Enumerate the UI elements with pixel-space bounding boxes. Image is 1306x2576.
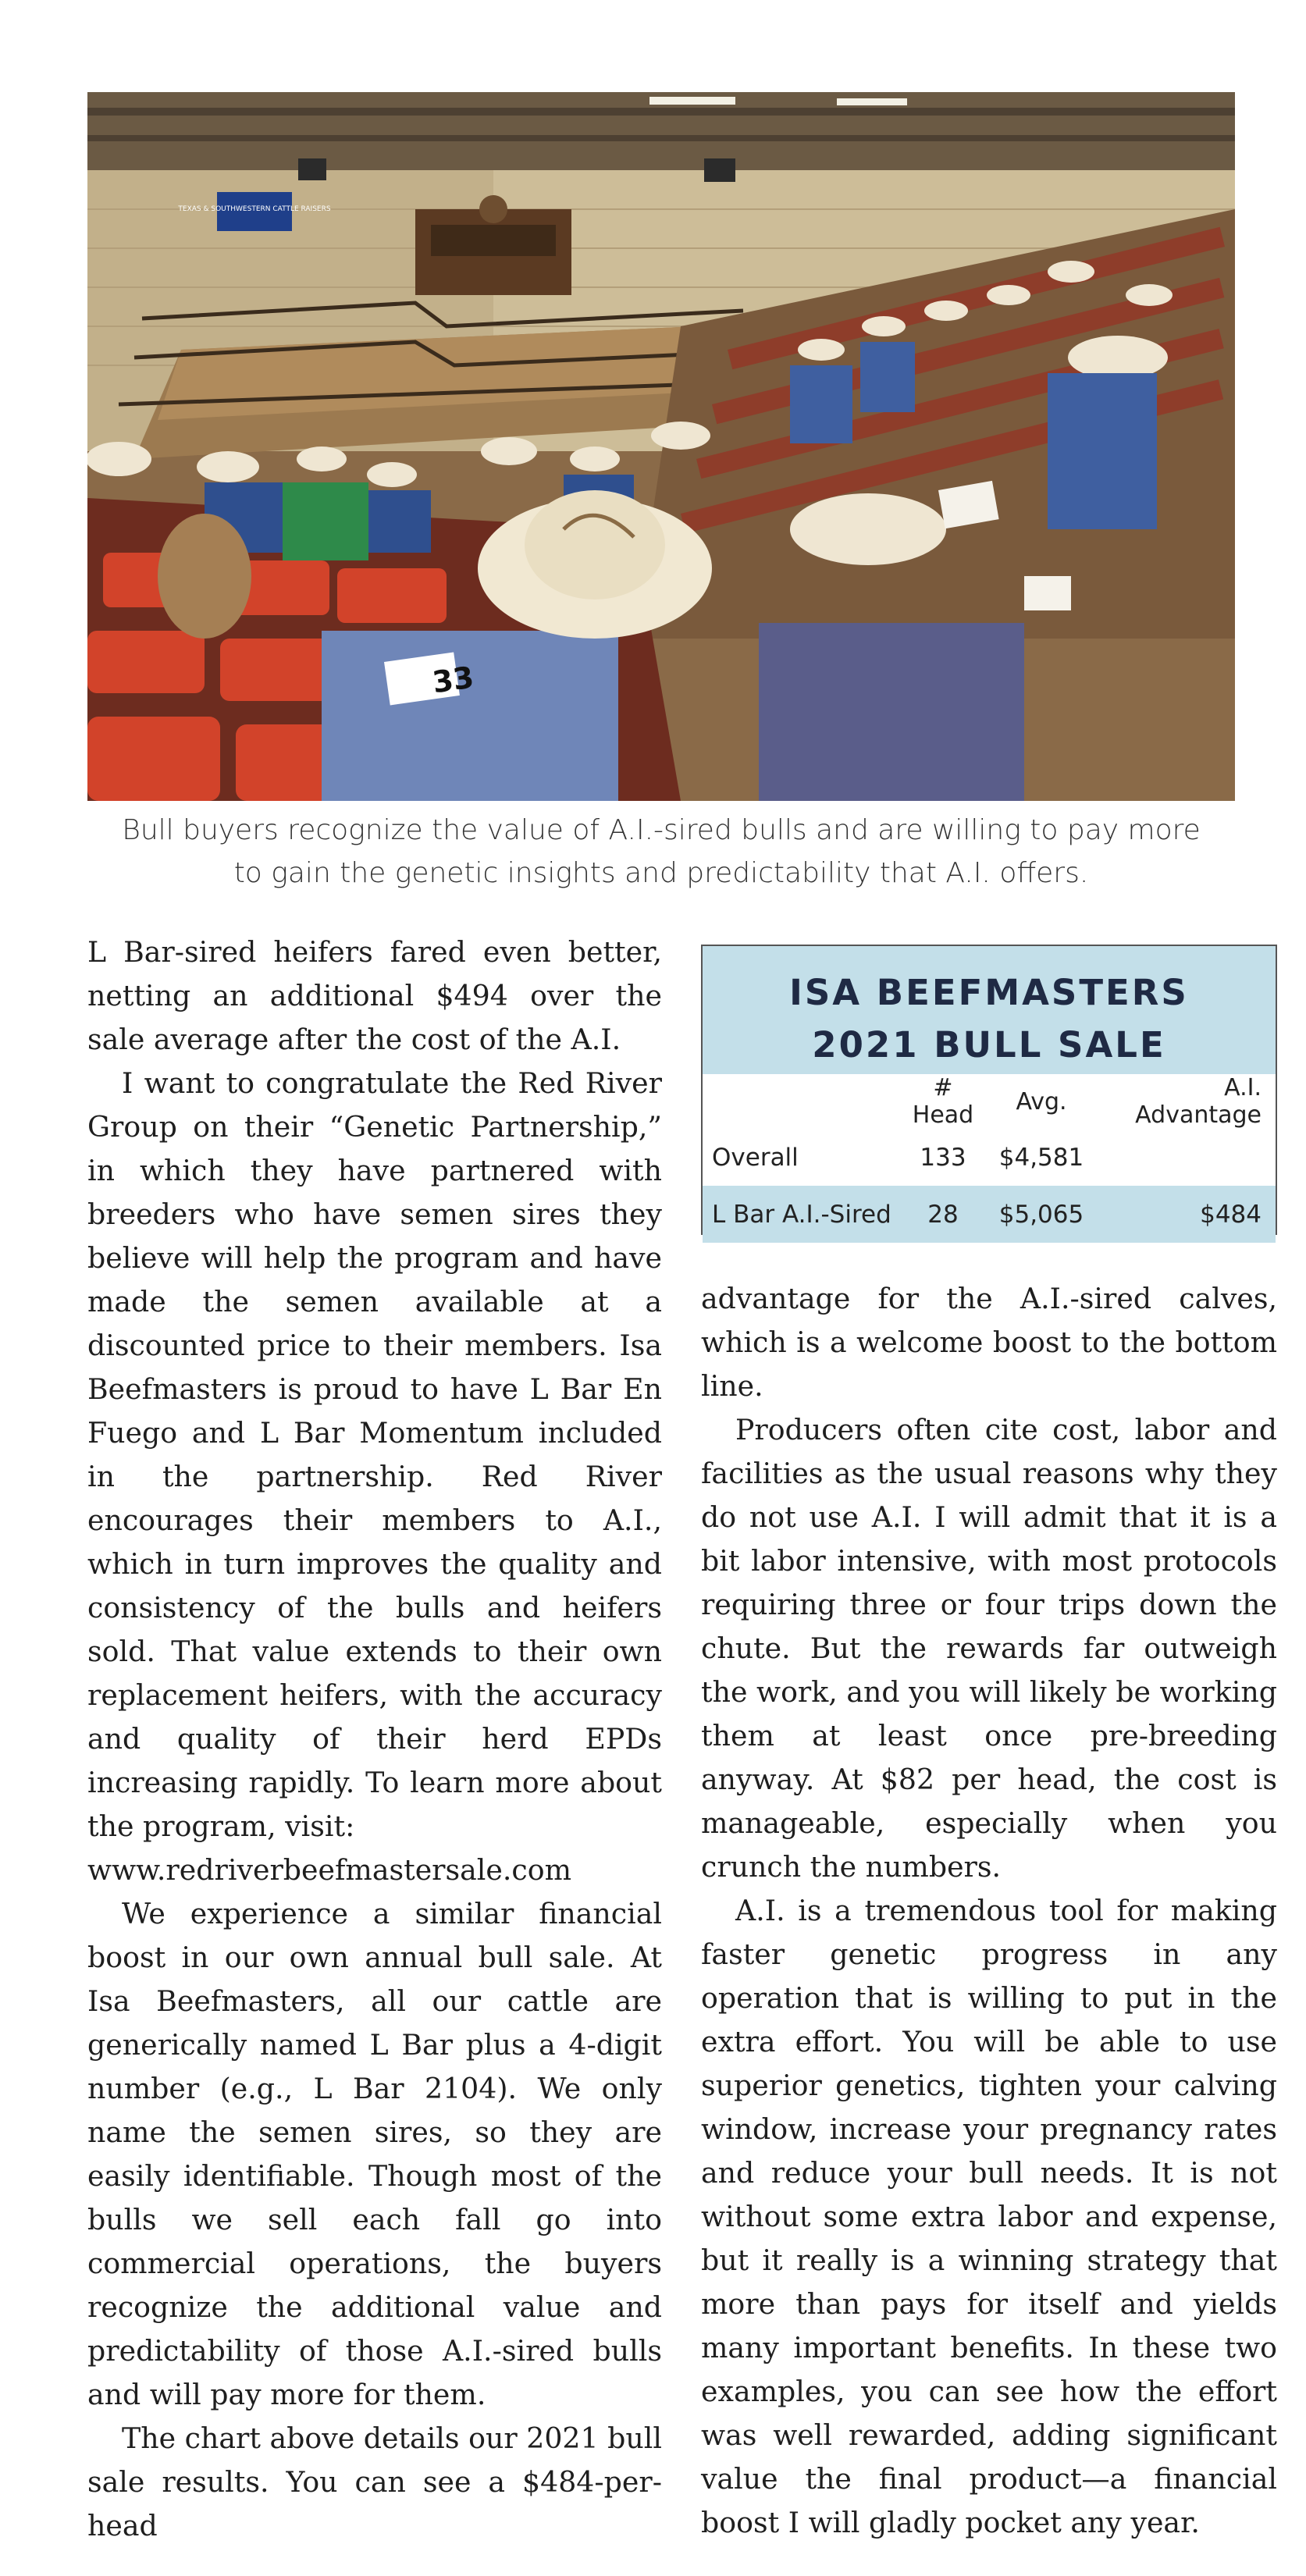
row-label: L Bar A.I.-Sired <box>703 1186 898 1243</box>
caption-line-2: to gain the genetic insights and predictability that A.I. offers. <box>233 857 1089 889</box>
column-header <box>703 1074 898 1129</box>
results-table <box>703 1074 1276 1243</box>
bull-sale-results-table <box>701 945 1277 1235</box>
bidder-number: 33 <box>430 660 476 700</box>
auction-barn-photo-icon <box>87 92 1235 801</box>
sale-box-title-line-2: 2021 BULL SALE <box>812 1024 1166 1066</box>
auction-barn-photo <box>87 92 1235 801</box>
row-avg: $4,581 <box>998 1143 1084 1172</box>
column-header-head: # Head <box>912 1074 974 1129</box>
table-row <box>703 1186 1276 1243</box>
paragraph: The chart above details our 2021 bull sale results. You can see a $484-per-head <box>87 2421 662 2542</box>
row-advantage: $484 <box>1094 1186 1276 1243</box>
row-advantage <box>1094 1129 1276 1186</box>
program-url[interactable]: www.redriverbeefmastersale.com <box>87 1853 572 1887</box>
paragraph: We experience a similar financial boost in our own annual bull sale. At Isa Beefmasters, all our cattle are generically named L Bar plus a 4-digit number (e.g., L Bar 2104). We only name the semen sires, so they are easily identifiable. Though most of the bulls we sell each fall go into commercial operations, the buyers recognize the additional value and predictability of those A.I.-sired bulls and will pay more for them. <box>87 1897 662 2411</box>
row-avg: $5,065 <box>988 1186 1094 1243</box>
sale-box-title <box>703 946 1276 1074</box>
row-head: 133 <box>920 1143 966 1172</box>
table-row <box>703 1129 1276 1186</box>
photo-caption <box>78 809 1244 895</box>
table-header-row <box>703 1074 1276 1129</box>
right-column <box>701 1277 1277 2545</box>
column-header-avg: Avg. <box>1016 1087 1067 1115</box>
paragraph: Producers often cite cost, labor and facilities as the usual reasons why they do not use A.I. I will admit that it is a bit labor intensive, with most protocols requiring three or four trips down the chute. But the rewards far outweigh the work, and you will likely be working them at least once pre-breeding anyway. At $82 per head, the cost is manageable, especially when you crunch the numbers. <box>701 1413 1277 1884</box>
banner-text: TEXAS & SOUTHWESTERN CATTLE RAISERS <box>178 205 331 213</box>
paragraph: A.I. is a tremendous tool for making faster genetic progress in any operation that is willing to put in the extra effort. You will be able to use superior genetics, tighten your calving window, increase your pregnancy rates and reduce your bull needs. It is not without some extra labor and expense, but it really is a winning strategy that more than pays for itself and yields many important benefits. In these two examples, you can see how the effort was well rewarded, adding significant value the final product—a financial boost I will gladly pocket any year. <box>701 1894 1277 2539</box>
column-header-advantage: A.I. Advantage <box>1135 1074 1262 1129</box>
paragraph: advantage for the A.I.-sired calves, which is a welcome boost to the bottom line. <box>701 1282 1277 1403</box>
left-column <box>87 930 662 2548</box>
sale-box-title-line-1: ISA BEEFMASTERS <box>789 972 1189 1013</box>
row-label: Overall <box>712 1143 799 1172</box>
paragraph: L Bar-sired heifers fared even better, netting an additional $494 over the sale average after the cost of the A.I. <box>87 935 662 1056</box>
paragraph: I want to congratulate the Red River Group on their “Genetic Partnership,” in which they have partnered with breeders who have semen sires they believe will help the program and have made the semen available at a discounted price to their members. Isa Beefmasters is proud to have L Bar En Fuego and L Bar Momentum included in the partnership. Red River encourages their members to A.I., which in turn improves the quality and consistency of the bulls and heifers sold. That value extends to their own replacement heifers, with the accuracy and quality of their herd EPDs increasing rapidly. To learn more about the program, visit: <box>87 1066 662 1843</box>
row-head: 28 <box>898 1186 988 1243</box>
caption-line-1: Bull buyers recognize the value of A.I.-sired bulls and are willing to pay more <box>122 814 1201 846</box>
